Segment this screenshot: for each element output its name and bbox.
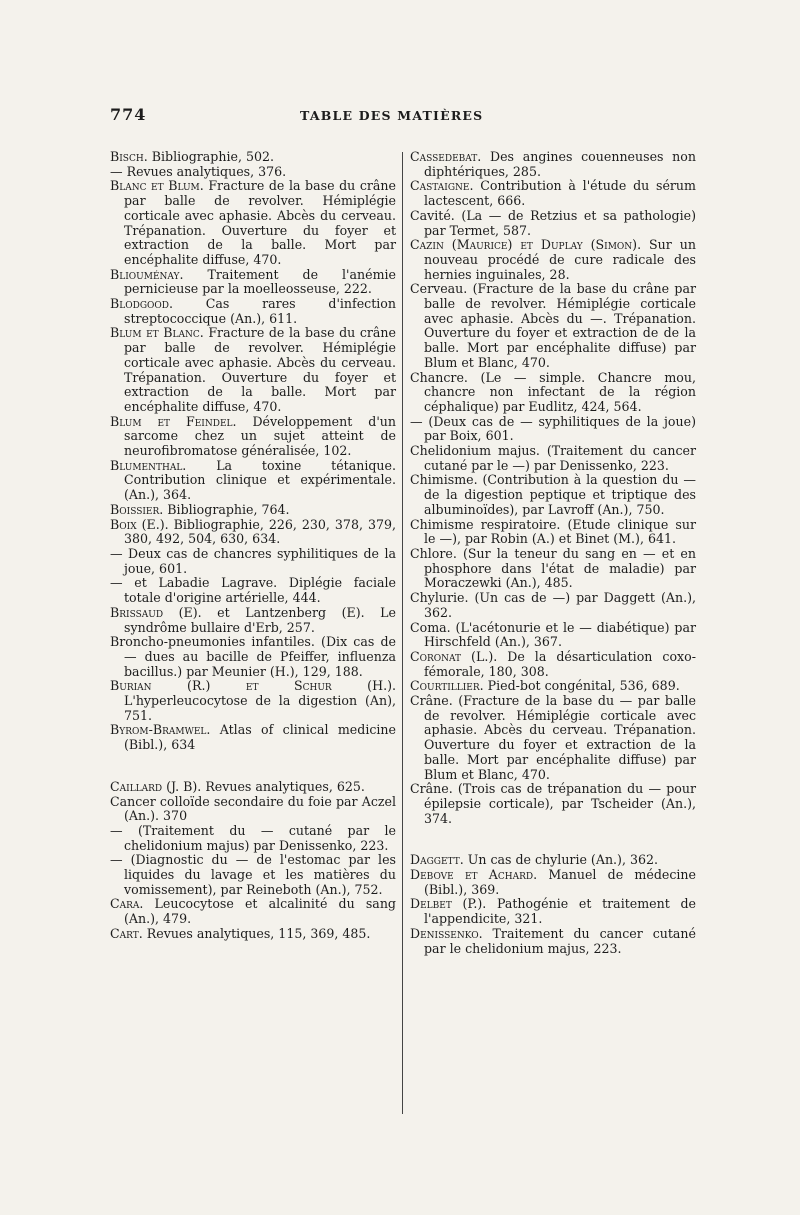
entry-text: Cas rares d'infection streptococcique (An.), 611.	[124, 296, 396, 326]
entry-author: Coronat (L.).	[410, 648, 498, 664]
index-entry	[410, 209, 696, 238]
index-entry	[410, 444, 696, 473]
index-entry	[410, 415, 696, 444]
index-entry	[410, 868, 696, 897]
entry-text: L'hyperleucocytose de la digestion (An), 751.	[124, 693, 396, 723]
entry-text: — (Traitement du — cutané par le chelidonium majus) par Denissenko, 223.	[110, 822, 396, 853]
entry-text: De la désarticulation coxo-fémorale, 180, 308.	[424, 648, 696, 679]
entry-text: Revues analytiques, 625.	[201, 778, 365, 794]
entry-text: Cerveau. (Fracture de la base du crâne par balle de revolver. Hémiplégie corticale avec aphasie. Abcès du —. Trépanation. Ouverture du foyer et extraction de de la balle. Mort par encéphalite diffuse) par Blum et Blanc, 470.	[410, 281, 696, 370]
entry-text: Leucocytose et alcalinité du sang (An.), 479.	[124, 896, 396, 927]
column-rule	[402, 152, 403, 1114]
entry-text: Crâne. (Fracture de la base du — par balle de revolver. Hémiplégie corticale avec aphasie. Abcès du cerveau. Trépanation. Ouverture du foyer et extraction de la balle. Mort par encéphalite diffuse) par Blum et Blanc, 470.	[410, 693, 696, 782]
entry-author: Blanc et Blum.	[110, 178, 204, 194]
entry-text: Coma. (L'acétonurie et le — diabétique) par Hirschfeld (An.), 367.	[410, 619, 696, 650]
entry-author: Daggett.	[410, 852, 464, 868]
entry-text: Pied-bot congénital, 536, 689.	[483, 678, 680, 694]
entry-text: — Revues analytiques, 376.	[110, 163, 287, 179]
index-entry	[410, 518, 696, 547]
entry-author: Blodgood.	[110, 296, 173, 312]
entry-author: Bisch.	[110, 149, 148, 164]
entry-text: Chimisme respiratoire. (Etude clinique sur le —), par Robin (A.) et Binet (M.), 641.	[410, 516, 696, 547]
index-entry	[410, 897, 696, 926]
entry-text: Bibliographie, 226, 230, 378, 379, 380, 492, 504, 630, 634.	[124, 516, 396, 547]
index-entry	[110, 150, 396, 165]
left-column	[110, 150, 396, 942]
entry-author: Denissenko.	[410, 925, 483, 941]
entry-text: Chelidonium majus. (Traitement du cancer cutané par le —) par Denissenko, 223.	[410, 443, 696, 473]
entry-text: Manuel de médecine (Bibl.), 369.	[424, 867, 696, 897]
index-entry	[110, 297, 396, 326]
entry-text: — et Labadie Lagrave. Diplégie faciale totale d'origine artérielle, 444.	[110, 575, 396, 606]
index-entry	[410, 621, 696, 650]
index-entry	[110, 165, 396, 180]
index-entry	[410, 179, 696, 208]
index-entry	[110, 576, 396, 605]
entry-text: Cavité. (La — de Retzius et sa pathologie) par Termet, 587.	[410, 207, 696, 238]
index-entry	[410, 679, 696, 694]
entry-text: Contribution à l'étude du sérum lactescent, 666.	[424, 178, 696, 209]
index-entry	[110, 635, 396, 679]
entry-text: Bibliographie, 502.	[147, 149, 274, 164]
entry-text: — (Diagnostic du — de l'estomac par les liquides du lavage et les matières du vomissement), par Reineboth (An.), 752.	[110, 852, 396, 897]
index-entry	[410, 238, 696, 282]
entry-text: Bibliographie, 764.	[163, 501, 290, 517]
index-entry	[410, 694, 696, 782]
index-entry	[110, 897, 396, 926]
right-column	[410, 150, 696, 956]
entry-text: Revues analytiques, 115, 369, 485.	[142, 925, 371, 941]
index-entry	[410, 853, 696, 868]
index-entry	[110, 824, 396, 853]
index-entry	[410, 591, 696, 620]
entry-text: Chylurie. (Un cas de —) par Daggett (An.), 362.	[410, 590, 696, 620]
index-entry	[110, 518, 396, 547]
entry-text: et Lantzenberg (E). Le syndrôme bullaire d'Erb, 257.	[124, 604, 396, 635]
entry-author: Blum et Feindel.	[110, 413, 237, 429]
entry-text: Crâne. (Trois cas de trépanation du — pour épilepsie corticale), par Tscheider (An.), 374.	[410, 781, 696, 826]
entry-author: Cazin (Maurice) et Duplay (Simon).	[410, 237, 642, 253]
entry-author: Debove et Achard.	[410, 867, 538, 883]
entry-text: — (Deux cas de — syphilitiques de la joue) par Boix, 601.	[410, 413, 696, 444]
entry-text: Fracture de la base du crâne par balle de revolver. Hémiplégie corticale avec aphasie. Abcès du cerveau. Trépanation. Ouverture du foyer et extraction de la balle. Mort par encéphalite diffuse, 470.	[124, 178, 396, 267]
page-number: 774	[110, 105, 147, 124]
entry-text: Développement d'un sarcome chez un sujet atteint de neurofibromatose généralisée, 102.	[124, 413, 396, 459]
entry-author: Brissaud (E).	[110, 604, 202, 620]
index-entry	[110, 927, 396, 942]
entry-author: Bliouménay.	[110, 266, 184, 282]
entry-text: Traitement du cancer cutané par le chelidonium majus, 223.	[424, 925, 696, 956]
index-entry	[110, 723, 396, 752]
index-entry	[110, 606, 396, 635]
index-entry	[410, 371, 696, 415]
index-entry	[410, 282, 696, 370]
entry-author: Boix (E.).	[110, 516, 169, 532]
index-entry	[110, 179, 396, 267]
entry-author: Cart.	[110, 925, 143, 941]
entry-text: Atlas of clinical medicine (Bibl.), 634	[124, 722, 396, 753]
entry-text: Des angines couenneuses non diphtériques, 285.	[424, 149, 696, 179]
index-entry	[410, 547, 696, 591]
entry-text: Broncho-pneumonies infantiles. (Dix cas de — dues au bacille de Pfeiffer, influenza bacillus.) par Meunier (H.), 129, 188.	[110, 634, 396, 679]
index-entry	[410, 782, 696, 826]
entry-author: Cara.	[110, 896, 144, 912]
entry-text: Cancer colloïde secondaire du foie par Aczel (An.). 370	[110, 793, 396, 824]
entry-author: Castaigne.	[410, 178, 474, 194]
entry-author: Caillard (J. B).	[110, 778, 202, 794]
entry-author: Burian (R.) et Schur (H.).	[110, 678, 396, 694]
index-entry	[110, 415, 396, 459]
index-entry	[410, 473, 696, 517]
entry-author: Courtillier.	[410, 678, 484, 694]
entry-author: Cassedebat.	[410, 149, 482, 164]
entry-text: Chancre. (Le — simple. Chancre mou, chancre non infectant de la région céphalique) par Eudlitz, 424, 564.	[410, 369, 696, 414]
entry-text: Chimisme. (Contribution à la question du — de la digestion peptique et triptique des albuminoïdes), par Lavroff (An.), 750.	[410, 472, 696, 517]
index-entry	[110, 780, 396, 795]
index-entry	[110, 853, 396, 897]
entry-text: — Deux cas de chancres syphilitiques de la joue, 601.	[110, 545, 396, 576]
running-title: TABLE DES MATIÈRES	[300, 108, 484, 123]
entry-text: Traitement de l'anémie pernicieuse par la moelleosseuse, 222.	[124, 266, 396, 297]
index-entry	[110, 547, 396, 576]
index-entry	[110, 326, 396, 414]
index-entry	[110, 268, 396, 297]
index-entry	[410, 650, 696, 679]
entry-author: Delbet (P.).	[410, 896, 487, 912]
entry-text: Fracture de la base du crâne par balle de revolver. Hémiplégie corticale avec aphasie. Abcès du cerveau. Trépanation. Ouverture du foyer et extraction de la balle. Mort par encéphalite diffuse, 470.	[124, 325, 396, 414]
entry-text: Pathogénie et traitement de l'appendicite, 321.	[424, 896, 696, 927]
entry-author: Boissier.	[110, 501, 164, 517]
index-entry	[410, 150, 696, 179]
index-entry	[110, 459, 396, 503]
entry-text: Chlore. (Sur la teneur du sang en — et en phosphore dans l'état de maladie) par Moraczewki (An.), 485.	[410, 545, 696, 591]
entry-author: Blumenthal.	[110, 457, 187, 473]
index-entry	[110, 795, 396, 824]
index-entry	[110, 679, 396, 723]
entry-text: Sur un nouveau procédé de cure radicale des hernies inguinales, 28.	[424, 237, 696, 282]
entry-author: Byrom-Bramwel.	[110, 722, 211, 738]
entry-author: Blum et Blanc.	[110, 325, 204, 341]
index-entry	[110, 503, 396, 518]
entry-text: Un cas de chylurie (An.), 362.	[463, 852, 659, 868]
index-entry	[410, 927, 696, 956]
entry-text: La toxine tétanique. Contribution clinique et expérimentale. (An.), 364.	[124, 457, 396, 503]
